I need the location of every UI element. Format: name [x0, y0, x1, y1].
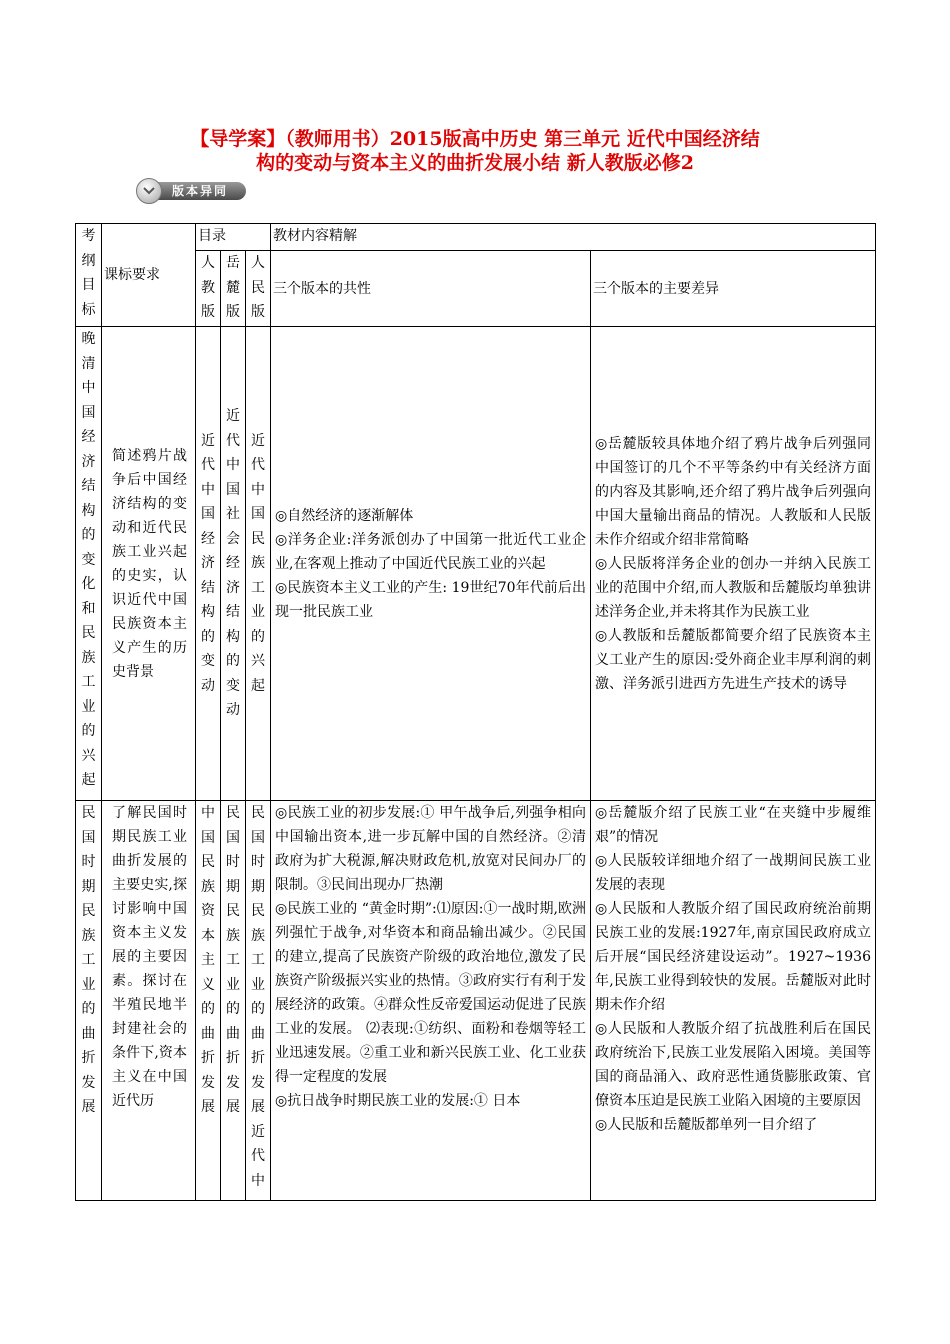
row2-diff-item: ◎人民版较详细地介绍了一战期间民族工业发展的表现 [595, 853, 871, 893]
header-yuelu: 岳麓版 [221, 251, 246, 327]
row2-diff-item: ◎岳麓版介绍了民族工业“在夹缝中步履维艰”的情况 [595, 805, 871, 845]
document-title-line-2: 构的变动与资本主义的曲折发展小结 新人教版必修2 [256, 152, 694, 174]
header-content: 教材内容精解 [271, 224, 876, 251]
row2-common [271, 801, 591, 1201]
row1-common-item: ◎洋务企业:洋务派创办了中国第一批近代工业企业,在客观上推动了中国近代民族工业的兴起 [275, 531, 586, 572]
row1-common [271, 327, 591, 801]
row1-diff-item: ◎人教版和岳麓版都简要介绍了民族资本主义工业产生的原因:受外商企业丰厚利润的刺激、洋务派引进西方先进生产技术的诱导 [595, 627, 871, 692]
row1-diff-item: ◎人民版将洋务企业的创办一并纳入民族工业的范围中介绍,而人教版和岳麓版均单独讲述洋务企业,并未将其作为民族工业 [595, 555, 871, 620]
header-catalog: 目录 [196, 224, 271, 251]
row2-diff [591, 801, 876, 1201]
row2-goal: 民国时期民族工业的曲折发展 [76, 801, 102, 1201]
row2-renjiao: 中国民族资本主义的曲折发展 [196, 801, 221, 1201]
row1-common-item: ◎自然经济的逐渐解体 [275, 507, 414, 524]
row1-renmin: 近代中国民族工业的兴起 [246, 327, 271, 801]
row2-common-item: ◎民族工业的初步发展:① 甲午战争后,列强争相向中国输出资本,进一步瓦解中国的自然经济。②清政府为扩大税源,解决财政危机,放宽对民间办厂的限制。③民间出现办厂热潮 [275, 805, 586, 893]
header-diff: 三个版本的主要差异 [591, 251, 876, 327]
document-title-line-1: 【导学案】（教师用书）2015版高中历史 第三单元 近代中国经济结 [190, 128, 760, 150]
header-goal: 考纲目标 [76, 224, 102, 327]
row2-common-item: ◎抗日战争时期民族工业的发展:① 日本 [275, 1093, 521, 1109]
header-renjiao: 人教版 [196, 251, 221, 327]
section-badge [136, 178, 248, 204]
row2-diff-item: ◎人民版和人教版介绍了国民政府统治前期民族工业的发展:1927年,南京国民政府成立后开展“国民经济建设运动”。1927~1936年,民族工业得到较快的发展。岳麓版对此时期未作介绍 [595, 901, 871, 1013]
table-subheader-row [76, 251, 876, 327]
row2-yuelu: 民国时期民族工业的曲折发展 [221, 801, 246, 1201]
row2-common-item: ◎民族工业的 “黄金时期”:⑴原因:①一战时期,欧洲列强忙于战争,对华资本和商品输出减少。②民国的建立,提高了民族资产阶级的政治地位,激发了民族资产阶级振兴实业的热情。③政府实行有利于发展经济的政策。④群众性反帝爱国运动促进了民族工业的发展。 ⑵表现:①纺织、面粉和卷烟等轻工业迅速发展。②重工业和新兴民族工业、化工业获得一定程度的发展 [275, 901, 586, 1085]
row2-diff-item: ◎人民版和人教版介绍了抗战胜利后在国民政府统治下,民族工业发展陷入困境。美国等国的商品涌入、政府恶性通货膨胀政策、官僚资本压迫是民族工业陷入困境的主要原因 [595, 1021, 871, 1109]
row1-renjiao: 近代中国经济结构的变动 [196, 327, 221, 801]
header-renmin: 人民版 [246, 251, 271, 327]
row1-diff-item: ◎岳麓版较具体地介绍了鸦片战争后列强同中国签订的几个不平等条约中有关经济方面的内容及其影响,还介绍了鸦片战争后列强向中国大量输出商品的情况。人教版和人民版未作介绍或介绍非常简略 [595, 435, 871, 548]
header-common: 三个版本的共性 [271, 251, 591, 327]
badge-label: 版本异同 [172, 184, 229, 198]
row1-diff [591, 327, 876, 801]
row1-requirement: 简述鸦片战争后中国经济结构的变动和近代民族工业兴起的史实，认识近代中国民族资本主义产生的历史背景 [102, 327, 196, 801]
chevron-down-icon [136, 178, 162, 204]
table-row [76, 327, 876, 801]
row1-goal: 晚清中国经济结构的变化和民族工业的兴起 [76, 327, 102, 801]
row2-requirement: 了解民国时期民族工业曲折发展的主要史实,探讨影响中国资本主义发展的主要因素。探讨在半殖民地半封建社会的条件下,资本主义在中国近代历 [102, 801, 196, 1201]
row2-diff-item: ◎人民版和岳麓版都单列一目介绍了 [595, 1117, 818, 1133]
row2-renmin: 民国时期民族工业的曲折发展近代中 [246, 801, 271, 1201]
table-row [76, 801, 876, 1201]
row1-yuelu: 近代中国社会经济结构的变动 [221, 327, 246, 801]
row1-common-item: ◎民族资本主义工业的产生: 19世纪70年代前后出现一批民族工业 [275, 579, 586, 620]
header-requirement: 课标要求 [102, 224, 196, 327]
table-header-row [76, 224, 876, 251]
comparison-table [75, 223, 876, 1201]
